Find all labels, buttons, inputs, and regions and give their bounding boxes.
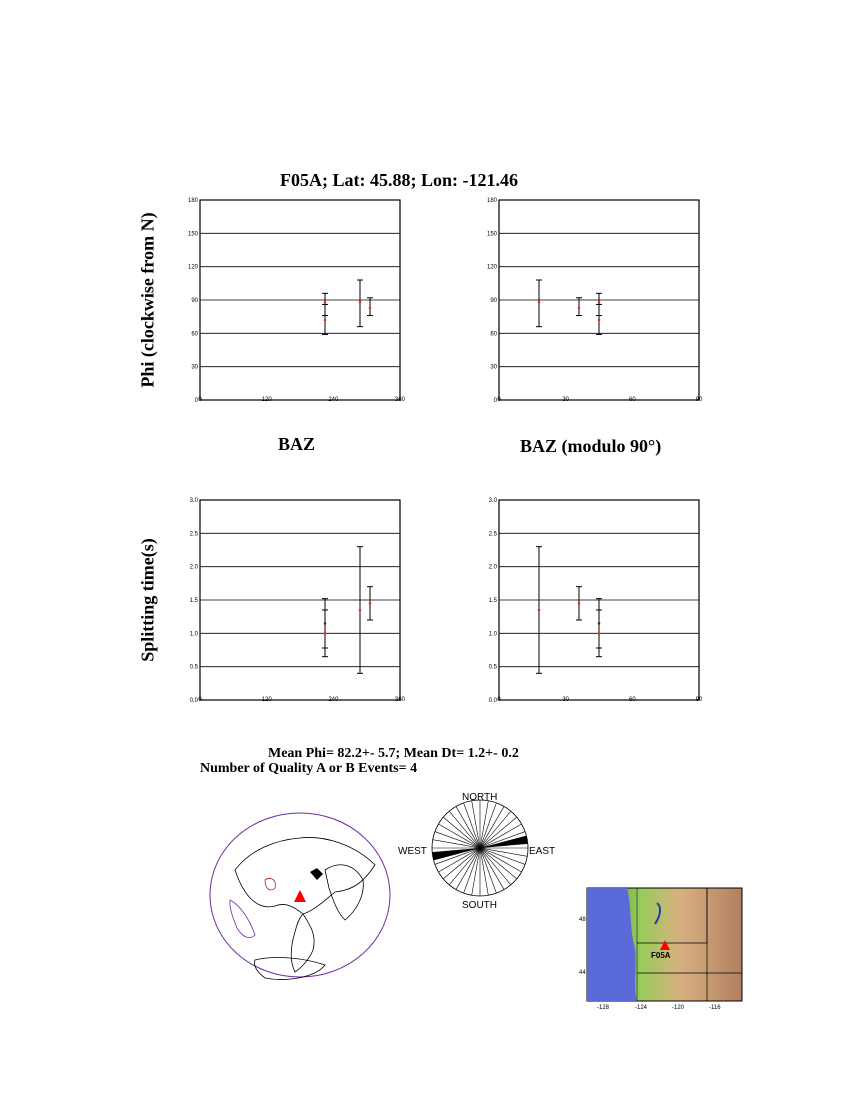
lon-tick-124: -124 (635, 1005, 648, 1011)
y-tick-label: 120 (187, 264, 198, 271)
y-tick-label: 0.5 (488, 664, 497, 671)
data-point (578, 306, 581, 309)
data-point (369, 306, 372, 309)
data-point (359, 301, 362, 304)
data-point (578, 602, 581, 605)
y-tick-label: 3.0 (189, 498, 198, 504)
regional-map-inset (579, 888, 747, 1013)
data-point (598, 632, 601, 635)
summary-count-line: Number of Quality A or B Events= 4 (200, 761, 418, 776)
phi-axis-label: Phi (clockwise from N) (137, 212, 158, 388)
lat-tick-44: 44 (579, 970, 586, 976)
y-tick-label: 3.0 (488, 498, 497, 504)
y-tick-label: 30 (191, 364, 198, 371)
summary-mean-line: Mean Phi= 82.2+- 5.7; Mean Dt= 1.2+- 0.2 (268, 746, 519, 761)
y-tick-label: 180 (486, 198, 497, 204)
baz-mod-axis-label: BAZ (modulo 90°) (520, 436, 662, 456)
y-tick-label: 2.0 (488, 564, 497, 571)
station-label: F05A (651, 951, 671, 960)
y-tick-label: 1.0 (488, 631, 497, 638)
x-tick-label: 120 (261, 397, 272, 403)
x-tick-label: 360 (394, 397, 406, 403)
y-tick-label: 0.0 (488, 698, 497, 704)
y-tick-label: 150 (187, 231, 198, 238)
data-point (369, 602, 372, 605)
x-tick-label: 120 (261, 697, 272, 703)
y-tick-label: 120 (486, 264, 497, 271)
x-tick-label: 0 (198, 697, 202, 703)
y-tick-label: 2.5 (488, 531, 497, 538)
x-tick-label: 30 (562, 397, 570, 403)
y-tick-label: 0 (194, 398, 198, 404)
x-tick-label: 0 (497, 397, 501, 403)
y-tick-label: 60 (191, 331, 198, 338)
data-point (359, 609, 362, 612)
lon-tick-128: -128 (597, 1005, 610, 1011)
y-tick-label: 30 (490, 364, 497, 371)
phi-vs-baz-mod90-chart (486, 198, 703, 404)
data-point (538, 609, 541, 612)
x-tick-label: 240 (328, 697, 339, 703)
phi-vs-baz-chart (187, 198, 406, 404)
rose-west-label: WEST (398, 846, 427, 857)
baz-axis-label: BAZ (278, 434, 316, 454)
x-tick-label: 60 (628, 397, 636, 403)
x-tick-label: 60 (628, 697, 636, 703)
rose-south-label: SOUTH (462, 900, 497, 911)
y-tick-label: 2.5 (189, 531, 198, 538)
x-tick-label: 0 (198, 397, 202, 403)
y-tick-label: 1.5 (189, 598, 198, 604)
x-tick-label: 30 (562, 697, 570, 703)
data-point (324, 632, 327, 635)
x-tick-label: 90 (695, 697, 703, 703)
rose-diagram (395, 790, 575, 915)
data-point (598, 319, 601, 322)
data-point (598, 301, 601, 304)
lat-tick-48: 48 (579, 917, 586, 923)
y-tick-label: 60 (490, 331, 497, 338)
x-tick-label: 360 (394, 697, 406, 703)
data-point (538, 301, 541, 304)
page-title: F05A; Lat: 45.88; Lon: -121.46 (280, 170, 518, 190)
x-tick-label: 90 (695, 397, 703, 403)
rose-north-label: NORTH (462, 792, 498, 803)
globe-map (205, 810, 395, 990)
y-tick-label: 90 (490, 298, 497, 304)
x-tick-label: 240 (328, 397, 339, 403)
y-tick-label: 0 (493, 398, 497, 404)
data-point (324, 301, 327, 304)
station-marker-globe (294, 890, 306, 902)
data-point (324, 319, 327, 322)
splitting-time-axis-label: Splitting time(s) (137, 538, 158, 662)
y-tick-label: 90 (191, 298, 198, 304)
dt-vs-baz-chart (189, 498, 406, 704)
rose-east-label: EAST (529, 846, 556, 857)
y-tick-label: 1.0 (189, 631, 198, 638)
y-tick-label: 0.5 (189, 664, 198, 671)
x-tick-label: 0 (497, 697, 501, 703)
y-tick-label: 2.0 (189, 564, 198, 571)
y-tick-label: 150 (486, 231, 497, 238)
dt-vs-baz-mod90-chart (488, 498, 703, 704)
y-tick-label: 0.0 (189, 698, 198, 704)
y-tick-label: 1.5 (488, 598, 497, 604)
lon-tick-116: -116 (709, 1005, 721, 1011)
lon-tick-120: -120 (672, 1005, 685, 1011)
y-tick-label: 180 (187, 198, 198, 204)
